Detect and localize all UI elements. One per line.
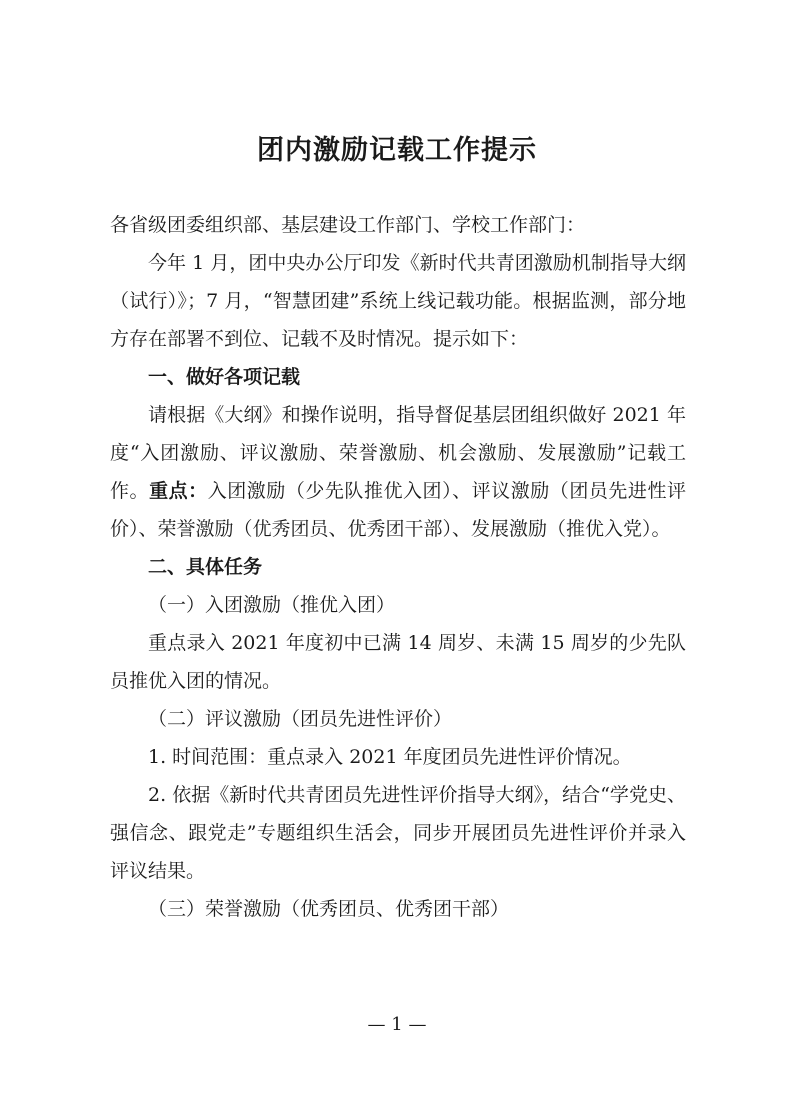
section1-paragraph bbox=[110, 396, 686, 548]
sub3-heading: （三）荣誉激励（优秀团员、优秀团干部） bbox=[148, 898, 510, 920]
document-title: 团内激励记载工作提示 bbox=[257, 135, 537, 166]
sub2-heading: （二）评议激励（团员先进性评价） bbox=[148, 708, 453, 730]
section1-heading: 一、做好各项记载 bbox=[148, 366, 301, 388]
sub2-item-1: 1. 时间范围：重点录入 2021 年度团员先进性评价情况。 bbox=[148, 746, 632, 768]
page-number: — 1 — bbox=[367, 1014, 427, 1035]
intro-paragraph: 今年 1 月，团中央办公厅印发《新时代共青团激励机制指导大纲（试行）》；7 月，“智慧团建”系统上线记载功能。根据监测，部分地方存在部署不到位、记载不及时情况。提示如下： bbox=[110, 252, 686, 350]
section2-heading: 二、具体任务 bbox=[148, 556, 263, 578]
sub1-heading: （一）入团激励（推优入团） bbox=[148, 594, 396, 616]
section1-para-start: 请根据《大纲》和操作说明，指导督促基层团组织做好 2021 年度“入团激励、评议激励、荣誉激励、机会激励、发展激励”记载工作。 bbox=[110, 404, 686, 502]
document-body bbox=[110, 206, 686, 928]
section1-para-end: 入团激励（少先队推优入团）、评议激励（团员先进性评价）、荣誉激励（优秀团员、优秀团干部）、发展激励（推优入党）。 bbox=[110, 480, 686, 540]
sub1-paragraph: 重点录入 2021 年度初中已满 14 周岁、未满 15 周岁的少先队员推优入团的情况。 bbox=[110, 632, 686, 692]
salutation: 各省级团委组织部、基层建设工作部门、学校工作部门： bbox=[110, 214, 586, 236]
key-label: 重点： bbox=[149, 480, 208, 502]
sub2-item-2: 2. 依据《新时代共青团员先进性评价指导大纲》，结合“学党史、强信念、跟党走”专题组织生活会，同步开展团员先进性评价并录入评议结果。 bbox=[110, 784, 686, 882]
